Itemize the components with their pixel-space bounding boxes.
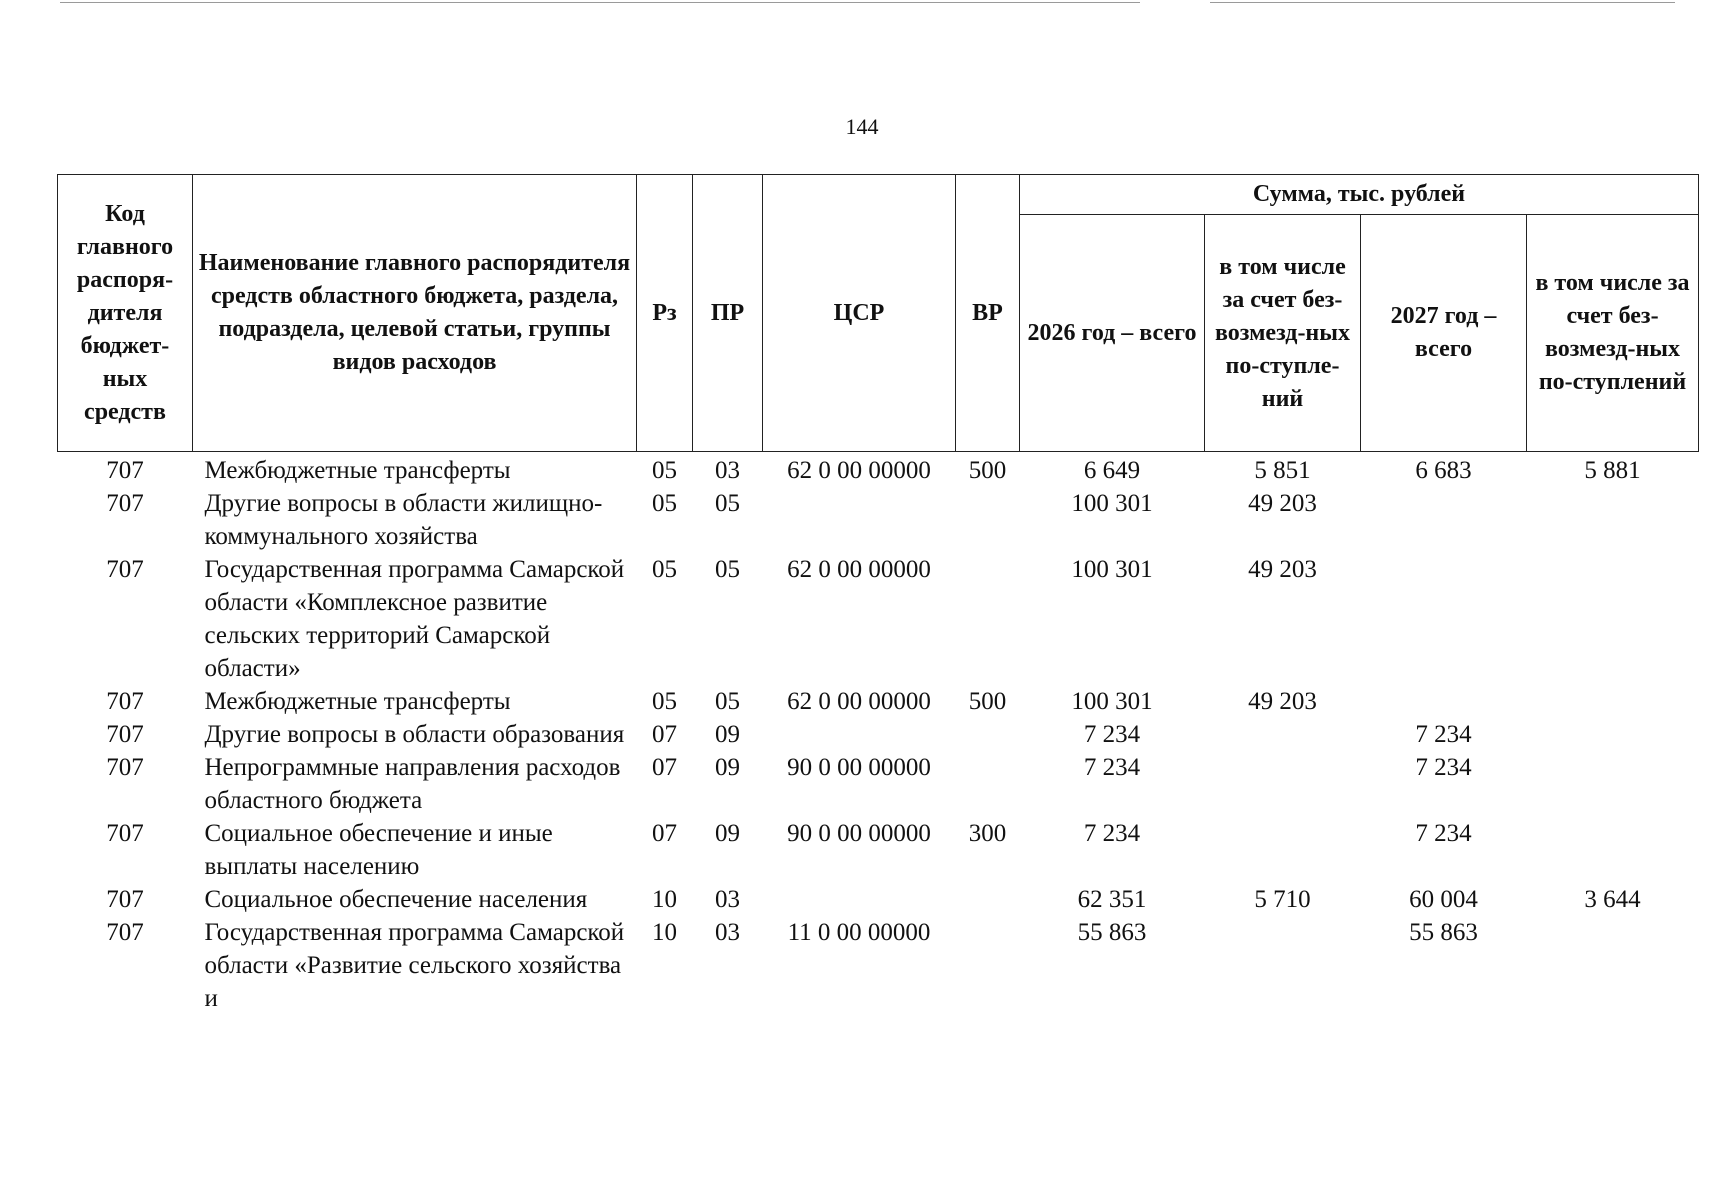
header-code: Код главного распоря-дителя бюджет-ных средств <box>58 175 193 452</box>
cell-2026-total: 6 649 <box>1083 457 1141 484</box>
header-2026-total: 2026 год – всего <box>1020 215 1205 452</box>
cell-csr: 62 0 00 00000 <box>787 688 931 715</box>
table-row <box>58 718 1699 751</box>
cell-rz: 05 <box>652 457 677 484</box>
cell-code: 707 <box>106 886 144 913</box>
cell-rz: 07 <box>652 820 677 847</box>
cell-name: Другие вопросы в области образования <box>204 721 625 748</box>
cell-name: Государственная программа Самарской области «Развитие сельского хозяйства и <box>204 919 625 1012</box>
cell-code: 707 <box>106 556 144 583</box>
cell-code: 707 <box>106 754 144 781</box>
cell-pr: 03 <box>715 457 740 484</box>
cell-name: Социальное обеспечение и иные выплаты населению <box>204 820 553 880</box>
table-row <box>58 916 1699 1015</box>
cell-2027-total: 7 234 <box>1415 820 1472 847</box>
cell-2027-grant <box>1527 817 1699 883</box>
cell-vr <box>956 718 1020 751</box>
cell-2026-grant: 49 203 <box>1248 688 1317 715</box>
cell-2026-total: 7 234 <box>1083 721 1141 748</box>
scan-edge-line <box>1210 2 1675 3</box>
scan-edge-line <box>60 2 1140 3</box>
cell-pr: 09 <box>715 820 740 847</box>
cell-2026-grant: 49 203 <box>1248 490 1317 517</box>
cell-2027-grant: 5 881 <box>1584 457 1641 484</box>
cell-2026-grant <box>1205 916 1361 1015</box>
cell-csr: 90 0 00 00000 <box>787 820 931 847</box>
budget-table <box>57 174 1699 1015</box>
cell-2026-grant <box>1205 751 1361 817</box>
cell-csr <box>763 718 956 751</box>
cell-pr: 05 <box>715 688 740 715</box>
cell-2027-total: 55 863 <box>1409 919 1478 946</box>
cell-2026-grant <box>1205 718 1361 751</box>
table-row <box>58 452 1699 488</box>
cell-2026-grant: 5 710 <box>1254 886 1311 913</box>
cell-name: Социальное обеспечение населения <box>204 886 588 913</box>
header-csr: ЦСР <box>763 175 956 452</box>
table-row <box>58 685 1699 718</box>
cell-vr <box>956 553 1020 685</box>
cell-2026-total: 7 234 <box>1083 820 1141 847</box>
cell-csr: 90 0 00 00000 <box>787 754 931 781</box>
header-vr: ВР <box>956 175 1020 452</box>
cell-code: 707 <box>106 457 144 484</box>
cell-csr <box>763 883 956 916</box>
cell-2026-total: 100 301 <box>1071 688 1153 715</box>
cell-rz: 05 <box>652 556 677 583</box>
cell-code: 707 <box>106 721 144 748</box>
cell-rz: 07 <box>652 754 677 781</box>
header-pr: ПР <box>693 175 763 452</box>
cell-csr: 62 0 00 00000 <box>787 556 931 583</box>
cell-vr: 500 <box>968 457 1007 484</box>
header-2026-grant: в том числе за счет без-возмезд-ных по-ступле-ний <box>1205 215 1361 452</box>
cell-rz: 07 <box>652 721 677 748</box>
cell-2027-grant <box>1527 487 1699 553</box>
cell-2027-grant <box>1527 916 1699 1015</box>
cell-2026-total: 55 863 <box>1077 919 1147 946</box>
header-rz: Рз <box>637 175 693 452</box>
cell-2027-grant <box>1527 751 1699 817</box>
cell-code: 707 <box>106 919 144 946</box>
cell-rz: 10 <box>652 919 677 946</box>
cell-2027-grant <box>1527 718 1699 751</box>
header-2027-grant: в том числе за счет без-возмезд-ных по-ступлений <box>1527 215 1699 452</box>
cell-2026-grant <box>1205 817 1361 883</box>
cell-csr: 62 0 00 00000 <box>787 457 931 484</box>
cell-2027-total: 6 683 <box>1415 457 1472 484</box>
cell-pr: 03 <box>715 919 740 946</box>
cell-2027-total <box>1361 487 1527 553</box>
cell-pr: 05 <box>715 556 740 583</box>
cell-2027-total: 60 004 <box>1409 886 1478 913</box>
cell-rz: 05 <box>652 688 677 715</box>
table-row <box>58 487 1699 553</box>
cell-code: 707 <box>106 820 144 847</box>
cell-vr <box>956 916 1020 1015</box>
table-body <box>58 452 1699 1016</box>
header-2027-total: 2027 год – всего <box>1361 215 1527 452</box>
cell-2027-total: 7 234 <box>1415 754 1472 781</box>
cell-name: Другие вопросы в области жилищно-коммунального хозяйства <box>204 490 603 550</box>
table-header <box>58 175 1699 452</box>
cell-code: 707 <box>106 688 144 715</box>
cell-rz: 10 <box>652 886 677 913</box>
cell-2027-total <box>1361 685 1527 718</box>
cell-2027-grant: 3 644 <box>1584 886 1641 913</box>
cell-2026-grant: 49 203 <box>1248 556 1317 583</box>
cell-code: 707 <box>106 490 144 517</box>
cell-csr: 11 0 00 00000 <box>787 919 931 946</box>
table-row <box>58 817 1699 883</box>
cell-2026-total: 100 301 <box>1071 556 1153 583</box>
cell-2026-total: 7 234 <box>1083 754 1141 781</box>
page-number: 144 <box>845 114 879 139</box>
cell-pr: 05 <box>715 490 740 517</box>
cell-pr: 09 <box>715 754 740 781</box>
cell-2027-grant <box>1527 553 1699 685</box>
cell-2027-total <box>1361 553 1527 685</box>
header-sum-group: Сумма, тыс. рублей <box>1020 175 1699 215</box>
cell-csr <box>763 487 956 553</box>
cell-vr: 500 <box>968 688 1007 715</box>
cell-vr <box>956 883 1020 916</box>
cell-name: Государственная программа Самарской области «Комплексное развитие сельских территорий Самарской области» <box>204 556 625 682</box>
cell-vr <box>956 751 1020 817</box>
cell-name: Непрограммные направления расходов областного бюджета <box>204 754 621 814</box>
table-row <box>58 553 1699 685</box>
cell-2026-grant: 5 851 <box>1254 457 1311 484</box>
cell-name: Межбюджетные трансферты <box>204 688 511 715</box>
cell-rz: 05 <box>652 490 677 517</box>
cell-pr: 03 <box>715 886 740 913</box>
cell-2027-total: 7 234 <box>1415 721 1472 748</box>
cell-2026-total: 62 351 <box>1077 886 1147 913</box>
cell-2026-total: 100 301 <box>1071 490 1153 517</box>
cell-name: Межбюджетные трансферты <box>204 457 511 484</box>
table-row <box>58 883 1699 916</box>
header-name: Наименование главного распорядителя средств областного бюджета, раздела, подраздела, целевой статьи, группы видов расходов <box>193 175 637 452</box>
cell-vr: 300 <box>968 820 1007 847</box>
cell-2027-grant <box>1527 685 1699 718</box>
table-row <box>58 751 1699 817</box>
cell-vr <box>956 487 1020 553</box>
cell-pr: 09 <box>715 721 740 748</box>
